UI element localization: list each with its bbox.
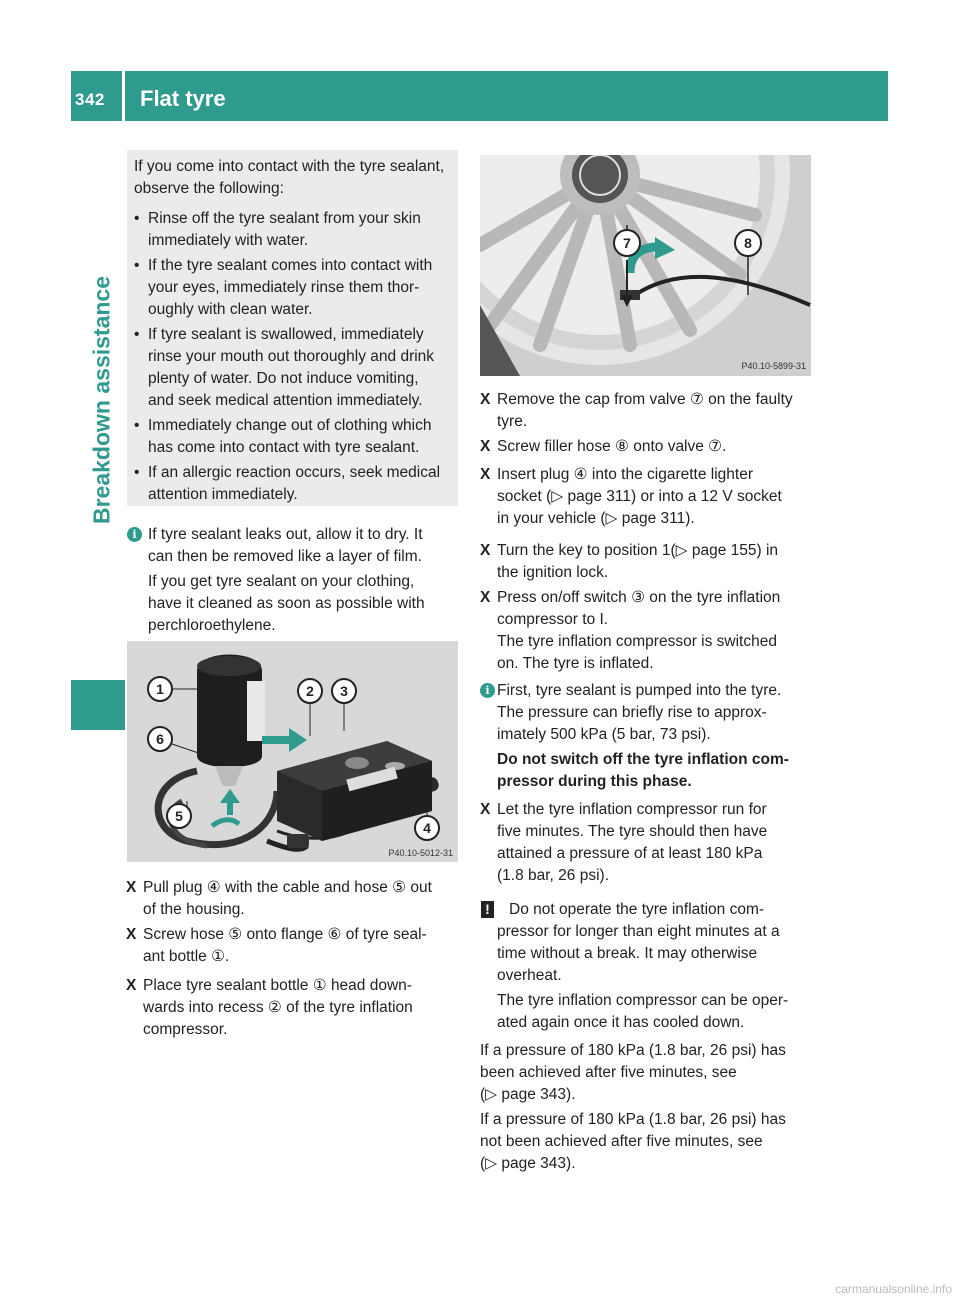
step-remove-cap-cont: tyre. — [497, 413, 528, 430]
result-not-achieved-line: If a pressure of 180 kPa (1.8 bar, 26 psi) has — [480, 1111, 786, 1128]
figure-label-2: 2 — [306, 683, 314, 699]
wheel-valve-illustration — [480, 155, 811, 376]
step-insert-plug: X Insert plug ④ into the cigarette lighter — [480, 466, 754, 483]
result-not-achieved-link[interactable]: (▷ page 343). — [480, 1155, 576, 1172]
side-tab — [87, 120, 117, 680]
warning-bullet-3: • If tyre sealant is swallowed, immediately — [134, 326, 424, 343]
figure-code: P40.10-5012-31 — [388, 848, 453, 858]
warning-note-line: ated again once it has cooled down. — [497, 1014, 745, 1031]
info-icon: i — [480, 683, 495, 698]
figure-label-1: 1 — [156, 681, 164, 697]
warning-note-line: time without a break. It may otherwise — [497, 945, 758, 962]
warning-intro-2: observe the following: — [134, 180, 284, 197]
figure-label-7: 7 — [623, 235, 631, 251]
result-achieved-line: If a pressure of 180 kPa (1.8 bar, 26 psi) has — [480, 1042, 786, 1059]
warning-bullet-2-cont: your eyes, immediately rinse them thor- — [148, 279, 420, 296]
warning-intro-1: If you come into contact with the tyre sealant, — [134, 158, 445, 175]
info-pressure-bold: pressor during this phase. — [497, 773, 692, 790]
step-press-switch-cont: compressor to I. — [497, 611, 609, 628]
warning-bullet-4: • Immediately change out of clothing which — [134, 417, 432, 434]
step-press-switch-cont: The tyre inflation compressor is switched — [497, 633, 777, 650]
warning-icon: ! — [481, 901, 494, 918]
info-leak-line: can then be removed like a layer of film. — [148, 548, 422, 565]
warning-bullet-5: • If an allergic reaction occurs, seek medical — [134, 464, 441, 481]
warning-note-line: overheat. — [497, 967, 562, 984]
step-place-bottle-cont: compressor. — [143, 1021, 228, 1038]
step-pull-plug-cont: of the housing. — [143, 901, 245, 918]
warning-bullet-3-cont: and seek medical attention immediately. — [148, 392, 423, 409]
footer-watermark: carmanualsonline.info — [835, 1282, 952, 1296]
warning-bullet-1-cont: immediately with water. — [148, 232, 309, 249]
result-achieved-link[interactable]: (▷ page 343). — [480, 1086, 576, 1103]
figure-label-4: 4 — [423, 820, 431, 836]
info-pressure-bold: Do not switch off the tyre inflation com- — [497, 751, 789, 768]
step-run-compressor: X Let the tyre inflation compressor run for — [480, 801, 767, 818]
warning-note-line: The tyre inflation compressor can be oper- — [497, 992, 789, 1009]
info-leak-line: perchloroethylene. — [148, 617, 276, 634]
info-icon: i — [127, 527, 142, 542]
step-run-compressor-cont: (1.8 bar, 26 psi). — [497, 867, 610, 884]
step-turn-key-cont: the ignition lock. — [497, 564, 609, 581]
step-pull-plug: X Pull plug ④ with the cable and hose ⑤ out — [126, 879, 432, 896]
step-screw-hose: X Screw hose ⑤ onto flange ⑥ of tyre seal- — [126, 926, 427, 943]
step-turn-key: X Turn the key to position 1(▷ page 155) in — [480, 542, 779, 559]
compressor-kit-illustration — [127, 641, 458, 862]
info-leak-line: If tyre sealant leaks out, allow it to dry. It — [148, 526, 423, 543]
info-leak-line: have it cleaned as soon as possible with — [148, 595, 425, 612]
figure-label-6: 6 — [156, 731, 164, 747]
step-insert-plug-cont: in your vehicle (▷ page 311). — [497, 510, 695, 527]
warning-bullet-1: • Rinse off the tyre sealant from your skin — [134, 210, 421, 227]
step-screw-hose-cont: ant bottle ①. — [143, 948, 230, 965]
step-insert-plug-cont: socket (▷ page 311) or into a 12 V socket — [497, 488, 782, 505]
figure-code: P40.10-5899-31 — [741, 361, 806, 371]
info-leak-line: If you get tyre sealant on your clothing, — [148, 573, 415, 590]
warning-note-line: pressor for longer than eight minutes at a — [497, 923, 780, 940]
warning-bullet-4-cont: has come into contact with tyre sealant. — [148, 439, 420, 456]
step-remove-cap: X Remove the cap from valve ⑦ on the faulty — [480, 391, 793, 408]
info-pressure-line: imately 500 kPa (5 bar, 73 psi). — [497, 726, 711, 743]
info-pressure-line: First, tyre sealant is pumped into the tyre. — [497, 682, 782, 699]
step-screw-filler: X Screw filler hose ⑧ onto valve ⑦. — [480, 438, 727, 455]
figure-label-5: 5 — [175, 808, 183, 824]
step-place-bottle: X Place tyre sealant bottle ① head down- — [126, 977, 412, 994]
warning-bullet-3-cont: plenty of water. Do not induce vomiting, — [148, 370, 419, 387]
result-achieved-line: been achieved after five minutes, see — [480, 1064, 737, 1081]
result-not-achieved-line: not been achieved after five minutes, see — [480, 1133, 763, 1150]
figure-label-8: 8 — [744, 235, 752, 251]
step-run-compressor-cont: five minutes. The tyre should then have — [497, 823, 768, 840]
warning-bullet-2-cont: oughly with clean water. — [148, 301, 313, 318]
warning-note-line: Do not operate the tyre inflation com- — [509, 901, 765, 918]
step-run-compressor-cont: attained a pressure of at least 180 kPa — [497, 845, 763, 862]
side-tab-label: Breakdown assistance — [88, 275, 115, 525]
page-number: 342 — [75, 90, 105, 109]
warning-bullet-5-cont: attention immediately. — [148, 486, 298, 503]
step-press-switch-cont: on. The tyre is inflated. — [497, 655, 654, 672]
figure-label-3: 3 — [340, 683, 348, 699]
step-press-switch: X Press on/off switch ③ on the tyre inflation — [480, 589, 781, 606]
warning-bullet-3-cont: rinse your mouth out thoroughly and drink — [148, 348, 435, 365]
info-pressure-line: The pressure can briefly rise to approx- — [497, 704, 767, 721]
warning-bullet-2: • If the tyre sealant comes into contact with — [134, 257, 433, 274]
step-place-bottle-cont: wards into recess ② of the tyre inflation — [143, 999, 413, 1016]
page-title: Flat tyre — [140, 86, 226, 111]
side-tab-block — [71, 680, 125, 730]
